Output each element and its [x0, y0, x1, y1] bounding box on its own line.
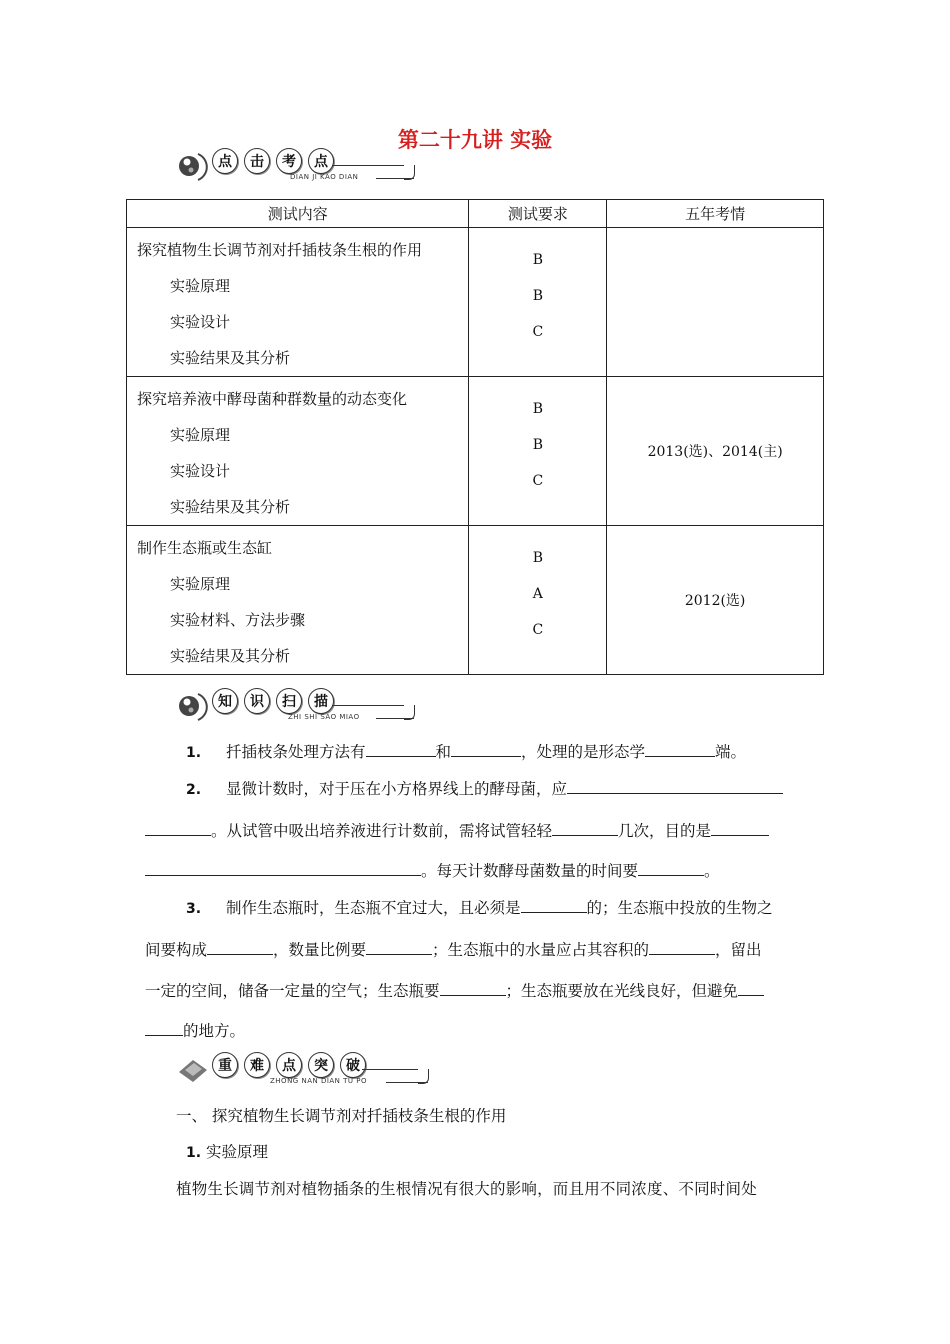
banner-rule [362, 1069, 418, 1070]
section-banner-dianji [176, 146, 421, 186]
question-number: 2. [186, 782, 202, 798]
question-text: 。从试管中吸出培养液进行计数前，需将试管轻轻 [211, 822, 553, 840]
question-text: ；生态瓶要放在光线良好，但避免 [505, 982, 739, 1000]
banner-tail [376, 178, 414, 179]
banner-char: 知 [212, 688, 238, 714]
question-text: 制作生态瓶时，生态瓶不宜过大，且必须是 [226, 899, 521, 917]
banner-rule [332, 705, 404, 706]
question-number: 3. [186, 901, 202, 917]
banner-logo-icon [176, 148, 210, 182]
exam-requirements-table [126, 199, 824, 675]
banner-char: 破 [340, 1052, 366, 1078]
topic-title: 探究植物生长调节剂对扦插枝条生根的作用 [137, 241, 423, 259]
requirement-level: B [532, 288, 544, 304]
question-text: 的；生态瓶中投放的生物之 [586, 899, 773, 917]
table-row [127, 228, 824, 377]
topic-sub: 实验结果及其分析 [170, 647, 291, 665]
question-text: 和 [435, 743, 452, 761]
topic-sub: 实验结果及其分析 [170, 498, 291, 516]
section-banner-zhishi [176, 686, 421, 726]
header-requirement: 测试要求 [469, 200, 607, 228]
topic-sub: 实验原理 [170, 426, 231, 444]
banner-char: 重 [212, 1052, 238, 1078]
subsection-heading [186, 1140, 268, 1162]
answer-blank [440, 981, 506, 996]
question-text: 几次，目的是 [618, 822, 712, 840]
banner-rule [332, 165, 404, 166]
banner-pinyin: DIAN JI KAO DIAN [290, 173, 359, 181]
header-five-year: 五年考情 [607, 200, 824, 228]
question-2-line-1 [186, 777, 783, 799]
answer-blank [738, 981, 764, 996]
question-number: 1. [186, 745, 202, 761]
question-1 [186, 740, 746, 762]
answer-blank [145, 861, 421, 876]
answer-blank [645, 742, 715, 757]
header-content: 测试内容 [127, 200, 469, 228]
topic-sub: 实验原理 [170, 277, 231, 295]
answer-blank [145, 1021, 183, 1036]
question-text: ；生态瓶中的水量应占其容积的 [432, 941, 650, 959]
answer-blank [145, 821, 211, 836]
subsection-title: 实验原理 [206, 1143, 269, 1161]
banner-char: 扫 [276, 688, 302, 714]
years-cell [607, 228, 824, 377]
banner-char: 考 [276, 148, 302, 174]
requirement-level: B [532, 550, 544, 566]
answer-blank [366, 742, 436, 757]
question-text: ，留出 [715, 941, 762, 959]
topic-sub: 实验设计 [170, 313, 231, 331]
answer-blank [207, 940, 273, 955]
topic-cell [127, 228, 469, 377]
banner-chars [212, 688, 334, 714]
banner-tail [376, 718, 414, 719]
years-cell: 2012(选) [607, 526, 824, 675]
question-text: 间要构成 [145, 941, 208, 959]
banner-tail [386, 1082, 428, 1083]
banner-char: 点 [276, 1052, 302, 1078]
answer-blank [521, 898, 587, 913]
banner-chars [212, 1052, 366, 1078]
question-text: 。 [704, 862, 720, 880]
requirement-level: C [532, 473, 544, 489]
banner-char: 难 [244, 1052, 270, 1078]
question-text: ，数量比例要 [273, 941, 367, 959]
banner-char: 点 [212, 148, 238, 174]
requirement-cell [469, 526, 607, 675]
topic-sub: 实验结果及其分析 [170, 349, 291, 367]
answer-blank [638, 861, 704, 876]
banner-char: 击 [244, 148, 270, 174]
topic-sub: 实验设计 [170, 462, 231, 480]
answer-blank [567, 779, 783, 794]
answer-blank [649, 940, 715, 955]
question-3-line-4 [145, 1019, 245, 1041]
question-3-line-1 [186, 896, 773, 918]
banner-pinyin: ZHONG NAN DIAN TU PO [270, 1077, 368, 1085]
topic-sub: 实验原理 [170, 575, 231, 593]
banner-char: 点 [308, 148, 334, 174]
answer-blank [366, 940, 432, 955]
section-heading: 一、 探究植物生长调节剂对扦插枝条生根的作用 [176, 1107, 507, 1125]
table-row [127, 526, 824, 675]
question-text: 一定的空间，储备一定量的空气；生态瓶要 [145, 982, 440, 1000]
requirement-level: C [532, 622, 544, 638]
requirement-cell [469, 377, 607, 526]
question-text: ，处理的是形态学 [521, 743, 646, 761]
years-cell: 2013(选)、2014(主) [607, 377, 824, 526]
body-paragraph: 植物生长调节剂对植物插条的生根情况有很大的影响，而且用不同浓度、不同时间处 [176, 1180, 757, 1198]
requirement-level: B [532, 401, 544, 417]
question-text: 显微计数时，对于压在小方格界线上的酵母菌，应 [226, 780, 568, 798]
section-banner-zhongnan [176, 1050, 436, 1090]
topic-sub: 实验材料、方法步骤 [170, 611, 306, 629]
banner-char: 突 [308, 1052, 334, 1078]
question-text: 。每天计数酵母菌数量的时间要 [421, 862, 639, 880]
requirement-level: B [532, 437, 544, 453]
banner-logo-icon [176, 688, 210, 722]
answer-blank [711, 821, 769, 836]
topic-title: 制作生态瓶或生态缸 [137, 539, 273, 557]
banner-chars [212, 148, 334, 174]
answer-blank [451, 742, 521, 757]
topic-cell [127, 377, 469, 526]
page-title: 第二十九讲 实验 [397, 128, 553, 152]
requirement-level: C [532, 324, 544, 340]
table-header-row [127, 200, 824, 228]
table-row [127, 377, 824, 526]
banner-char: 描 [308, 688, 334, 714]
topic-title: 探究培养液中酵母菌种群数量的动态变化 [137, 390, 408, 408]
question-2-line-3 [145, 859, 720, 881]
requirement-cell [469, 228, 607, 377]
question-2-line-2 [145, 819, 769, 841]
question-text: 的地方。 [183, 1022, 246, 1040]
question-text: 扦插枝条处理方法有 [226, 743, 366, 761]
banner-pinyin: ZHI SHI SAO MIAO [288, 713, 360, 721]
question-3-line-2 [145, 938, 762, 960]
question-text: 端。 [715, 743, 747, 761]
answer-blank [552, 821, 618, 836]
requirement-level: B [532, 252, 544, 268]
topic-cell [127, 526, 469, 675]
banner-char: 识 [244, 688, 270, 714]
question-3-line-3 [145, 979, 764, 1001]
subsection-number: 1. [186, 1145, 202, 1161]
banner-logo-icon [176, 1052, 210, 1086]
requirement-level: A [532, 586, 543, 602]
